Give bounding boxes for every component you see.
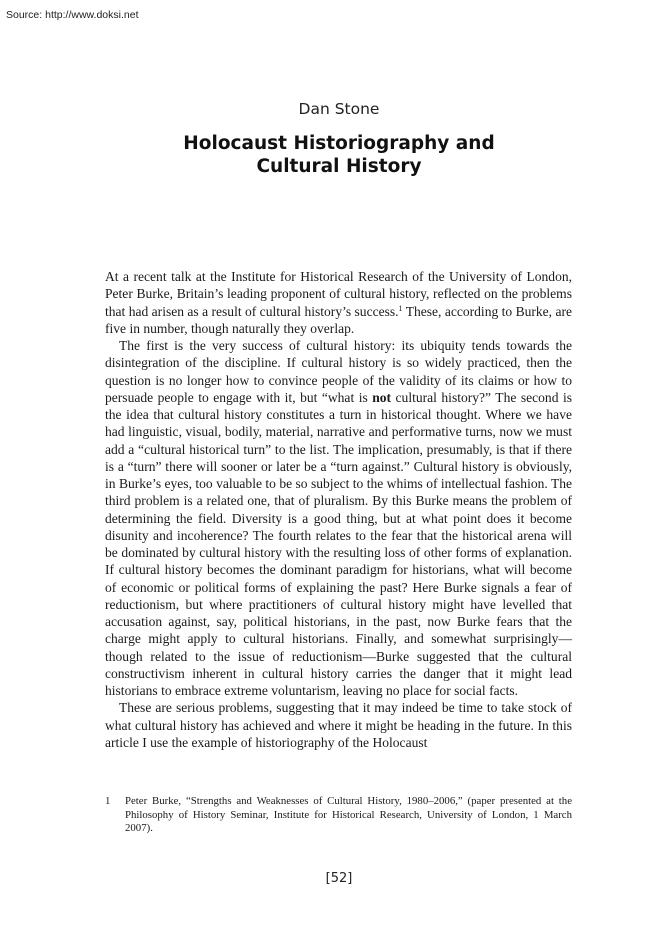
source-label: Source: http://www.doksi.net [6,9,139,21]
paragraph-1 [105,268,572,337]
footnote-ref-1: 1 [398,303,403,313]
title-line-1: Holocaust Historiography and [183,133,495,154]
paragraph-2 [105,337,572,699]
footnote-1 [105,795,572,836]
paragraph-3: These are serious problems, suggesting that it may indeed be time to take stock of what cultural history has achieved and where it might be heading in the future. In this article I use the example of historiography of the Holocaust [105,700,572,750]
author-name: Dan Stone [298,100,380,118]
page-number: [52] [325,871,353,886]
paragraph-1-text-b: These, according to Burke, are five in number, though naturally they overlap. [105,303,572,336]
title-line-2: Cultural History [256,156,422,177]
paragraph-2-text-b: cultural history?” The second is the idea that cultural history constitutes a turn in historical thought. Where we have had linguistic, visual, bodily, material, narrative and performative turns, now we must add a “cultural historical turn” to the list. The implication, presumably, is that if there is a “turn” there will sooner or later be a “turn against.” Cultural history is obviously, in Burke’s eyes, too valuable to be so subject to the whims of intellectual fashion. The third problem is a related one, that of pluralism. By this Burke means the problem of determining the field. Diversity is a good thing, but at what point does it become disunity and incoherence? The fourth relates to the fear that the historical arena will be dominated by cultural history with the resulting loss of other forms of explanation. If cultural history becomes the dominant paradigm for historians, what will become of economic or political forms of explaining the past? Here Burke signals a fear of reductionism, but where practitioners of cultural history might have levelled that accusation against, say, political historians, in the past, now Burke fears that the charge might apply to cultural historians. Finally, and somewhat surprisingly—though related to the issue of reductionism—Burke suggested that the cultural constructivism inherent in cultural history carries the danger that it might lead historians to embrace extreme voluntarism, leaving no place for social facts. [105,389,572,698]
footnote-number: 1 [105,795,111,807]
paragraph-1-text-a: At a recent talk at the Institute for Historical Research of the University of London, Peter Burke, Britain’s leading proponent of cultural history, reflected on the problems that had arisen as a result of cultural history’s success. [105,269,572,319]
article-title [0,132,670,178]
paragraph-2-bold-word: not [372,389,392,405]
paragraph-2-text-a: The first is the very success of cultural history: its ubiquity tends towards the disintegration of the discipline. If cultural history is so widely practiced, then the question is no longer how to convince people of the validity of its claims or how to persuade people to engage with it, but “what is [105,338,572,405]
footnote-text: Peter Burke, “Strengths and Weaknesses of Cultural History, 1980–2006,” (paper presented at the Philosophy of History Seminar, Institute for Historical Research, University of London, 1 March 2007). [125,795,572,834]
article-body [105,268,572,751]
